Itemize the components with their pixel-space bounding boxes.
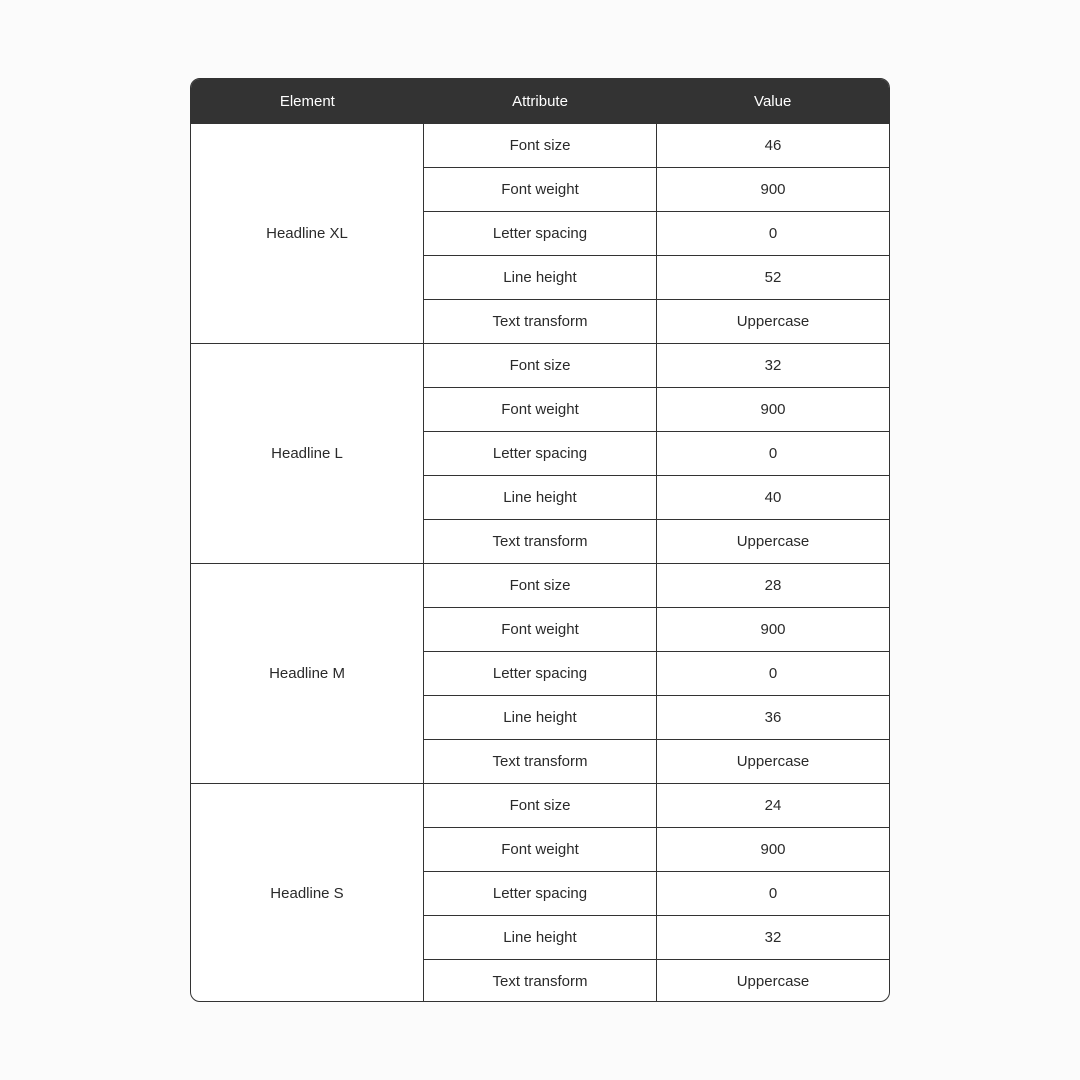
header-attribute: Attribute (512, 92, 568, 110)
table-row (424, 739, 889, 783)
typography-spec-table (190, 78, 890, 1002)
value-cell: 0 (768, 445, 778, 462)
table-row (424, 564, 889, 607)
element-name: Headline L (191, 344, 424, 563)
header-value: Value (754, 92, 792, 110)
attribute-cell: Text transform (424, 520, 657, 563)
value-cell: 0 (768, 225, 778, 242)
table-group-headline-s (191, 783, 889, 1002)
value-cell: 24 (764, 797, 782, 814)
attribute-cell: Line height (424, 476, 657, 519)
attribute-cell: Font size (424, 784, 657, 827)
value-cell: 0 (768, 885, 778, 902)
table-row (424, 431, 889, 475)
table-row (424, 959, 889, 1002)
table-group-headline-xl (191, 123, 889, 343)
value-cell: 900 (760, 401, 786, 418)
attribute-cell: Text transform (424, 300, 657, 343)
table-row (424, 607, 889, 651)
table-row (424, 915, 889, 959)
attribute-cell: Font weight (424, 608, 657, 651)
table-row (424, 651, 889, 695)
table-row (424, 344, 889, 387)
value-cell: Uppercase (736, 753, 810, 770)
attribute-cell: Text transform (424, 740, 657, 783)
table-row (424, 475, 889, 519)
element-name: Headline S (191, 784, 424, 1002)
table-row (424, 519, 889, 563)
table-row (424, 871, 889, 915)
value-cell: 32 (764, 357, 782, 374)
attribute-cell: Font size (424, 344, 657, 387)
value-cell: 900 (760, 841, 786, 858)
attribute-cell: Font weight (424, 828, 657, 871)
value-cell: 52 (764, 269, 782, 286)
attribute-cell: Text transform (424, 960, 657, 1002)
value-cell: 0 (768, 665, 778, 682)
table-row (424, 211, 889, 255)
value-cell: Uppercase (736, 313, 810, 330)
attribute-cell: Font size (424, 124, 657, 167)
table-row (424, 387, 889, 431)
table-header (191, 79, 889, 123)
table-row (424, 124, 889, 167)
header-element: Element (279, 92, 335, 110)
table-group-headline-l (191, 343, 889, 563)
value-cell: 28 (764, 577, 782, 594)
table-group-headline-m (191, 563, 889, 783)
element-name: Headline XL (191, 124, 424, 343)
attribute-cell: Line height (424, 696, 657, 739)
value-cell: 900 (760, 621, 786, 638)
table-row (424, 167, 889, 211)
table-row (424, 695, 889, 739)
attribute-cell: Letter spacing (424, 432, 657, 475)
value-cell: Uppercase (736, 533, 810, 550)
element-name: Headline M (191, 564, 424, 783)
attribute-cell: Letter spacing (424, 212, 657, 255)
value-cell: 900 (760, 181, 786, 198)
value-cell: 36 (764, 709, 782, 726)
value-cell: 40 (764, 489, 782, 506)
value-cell: Uppercase (736, 973, 810, 990)
attribute-cell: Font size (424, 564, 657, 607)
table-row (424, 784, 889, 827)
attribute-cell: Line height (424, 256, 657, 299)
attribute-cell: Letter spacing (424, 652, 657, 695)
table-row (424, 255, 889, 299)
attribute-cell: Font weight (424, 388, 657, 431)
attribute-cell: Letter spacing (424, 872, 657, 915)
attribute-cell: Line height (424, 916, 657, 959)
table-row (424, 827, 889, 871)
value-cell: 46 (764, 137, 782, 154)
value-cell: 32 (764, 929, 782, 946)
attribute-cell: Font weight (424, 168, 657, 211)
table-row (424, 299, 889, 343)
